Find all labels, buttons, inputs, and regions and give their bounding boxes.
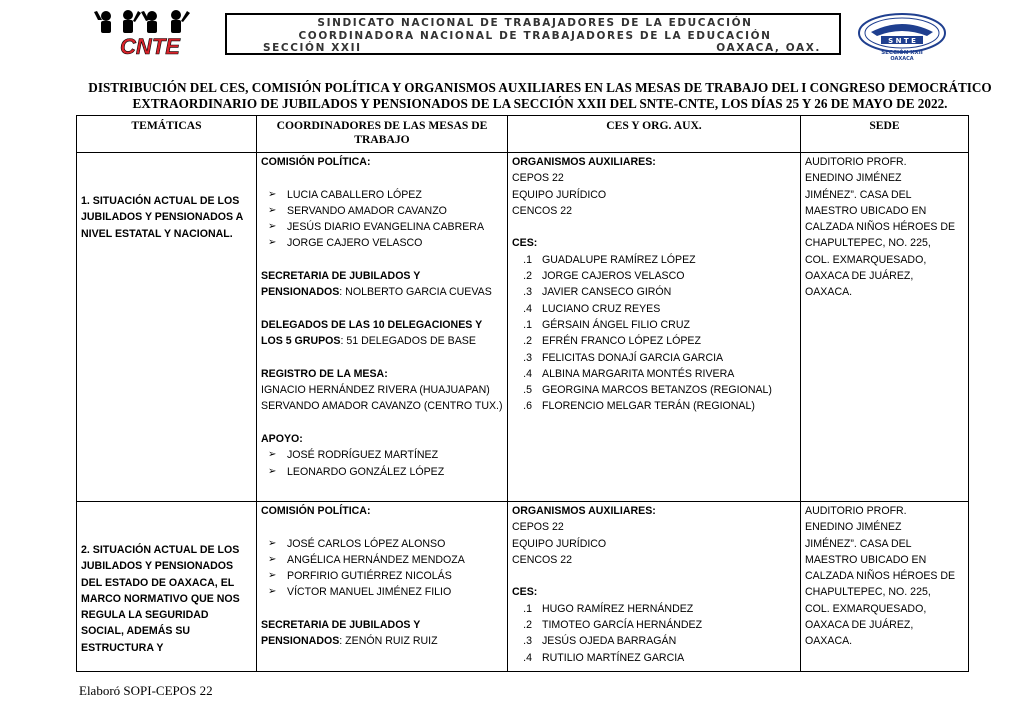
- org-item: EQUIPO JURÍDICO: [512, 537, 607, 550]
- table-row: [77, 502, 969, 672]
- sede-line: COL. EXMARQUESADO,: [805, 602, 927, 615]
- registro-item: SERVANDO AMADOR CAVANZO (CENTRO TUX.): [261, 400, 503, 413]
- list-item: 3. JAVIER CANSECO GIRÓN: [523, 286, 672, 299]
- politica-label: COMISIÓN POLÍTICA:: [261, 505, 371, 517]
- coordinators-cell: [257, 502, 508, 672]
- sede-line: AUDITORIO PROFR.: [805, 505, 907, 517]
- list-item: 1. GUADALUPE RAMÍREZ LÓPEZ: [523, 253, 696, 266]
- org-item: CEPOS 22: [512, 172, 564, 185]
- secretaria-value: : ZENÓN RUIZ RUIZ: [339, 635, 438, 648]
- secretaria-label: SECRETARIA DE JUBILADOS Y PENSIONADOS: [261, 619, 421, 648]
- sede-line: CHAPULTEPEC, NO. 225,: [805, 237, 931, 250]
- svg-text:SECCIÓN XXII: SECCIÓN XXII: [881, 50, 923, 56]
- sede-line: ENEDINO JIMÉNEZ: [805, 521, 902, 534]
- sede-line: MAESTRO UBICADO EN: [805, 553, 927, 566]
- table-header-row: [77, 116, 969, 153]
- sede-line: OAXACA DE JUÁREZ,: [805, 270, 914, 283]
- header-line-2: COORDINADORA NACIONAL DE TRABAJADORES DE LA EDUCACIÓN: [298, 29, 772, 42]
- list-item: ➢ VÍCTOR MANUEL JIMÉNEZ FILIO: [261, 584, 503, 600]
- politica-list: [261, 536, 503, 601]
- header-line-1: SINDICATO NACIONAL DE TRABAJADORES DE LA EDUCACIÓN: [317, 17, 753, 29]
- document-title: [60, 80, 1020, 112]
- delegados-label: DELEGADOS DE LAS 10 DELEGACIONES Y LOS 5 GRUPOS: [261, 318, 482, 348]
- list-item: ➢ JOSÉ RODRÍGUEZ MARTÍNEZ: [261, 447, 503, 463]
- apoyo-label: APOYO:: [261, 433, 303, 446]
- header-sede: SEDE: [801, 116, 969, 153]
- sede-line: CALZADA NIÑOS HÉROES DE: [805, 570, 956, 583]
- list-item: 3. JESÚS OJEDA BARRAGÁN: [523, 635, 677, 648]
- list-item: 2. EFRÉN FRANCO LÓPEZ LÓPEZ: [523, 335, 701, 348]
- theme-cell: 2. SITUACIÓN ACTUAL DE LOS JUBILADOS Y PENSIONADOS DEL ESTADO DE OAXACA, EL MARCO NORMATIVO QUE NOS REGULA LA SEGURIDAD SOCIAL, ADEMÁS SU ESTRUCTURA Y: [77, 502, 257, 672]
- coordinators-cell: [257, 153, 508, 502]
- header-banner: [225, 13, 841, 55]
- sede-line: ENEDINO JIMÉNEZ: [805, 172, 902, 185]
- header-tematicas: TEMÁTICAS: [77, 116, 257, 153]
- sede-line: CALZADA NIÑOS HÉROES DE: [805, 221, 956, 234]
- cnte-logo: [92, 8, 210, 58]
- registro-item: IGNACIO HERNÁNDEZ RIVERA (HUAJUAPAN): [261, 384, 490, 397]
- list-item: ➢ PORFIRIO GUTIÉRREZ NICOLÁS: [261, 568, 503, 584]
- ces-cell: [508, 502, 801, 672]
- delegados-value: : 51 DELEGADOS DE BASE: [340, 335, 476, 348]
- ces-list: [512, 252, 796, 415]
- distribution-table: [76, 115, 969, 672]
- header-ces: CES Y ORG. AUX.: [508, 116, 801, 153]
- svg-text:OAXACA: OAXACA: [890, 56, 914, 60]
- header-city: OAXACA, OAX.: [716, 42, 821, 54]
- ces-label: CES:: [512, 586, 538, 599]
- sede-line: JIMÉNEZ”. CASA DEL: [805, 188, 912, 201]
- sede-line: OAXACA.: [805, 286, 853, 299]
- list-item: 4. ALBINA MARGARITA MONTÉS RIVERA: [523, 367, 735, 380]
- snte-logo: [857, 12, 947, 60]
- list-item: 2. TIMOTEO GARCÍA HERNÁNDEZ: [523, 619, 703, 632]
- sede-line: AUDITORIO PROFR.: [805, 156, 907, 168]
- list-item: 1. HUGO RAMÍREZ HERNÁNDEZ: [523, 602, 694, 615]
- delegados-entry: [261, 317, 503, 350]
- ces-label: CES:: [512, 237, 538, 250]
- politica-label: COMISIÓN POLÍTICA:: [261, 156, 371, 168]
- list-item: ➢ JESÚS DIARIO EVANGELINA CABRERA: [261, 219, 503, 235]
- list-item: ➢ LUCIA CABALLERO LÓPEZ: [261, 187, 503, 203]
- secretaria-value: : NOLBERTO GARCIA CUEVAS: [339, 286, 492, 299]
- list-item: 1. GÉRSAIN ÁNGEL FILIO CRUZ: [523, 318, 690, 331]
- table-row: [77, 153, 969, 502]
- sede-cell: [801, 153, 969, 502]
- list-item: 2. JORGE CAJEROS VELASCO: [523, 270, 685, 283]
- header-section: SECCIÓN XXII: [263, 42, 362, 54]
- ces-list: [512, 601, 796, 666]
- list-item: ➢ SERVANDO AMADOR CAVANZO: [261, 203, 503, 219]
- apoyo-list: [261, 447, 503, 480]
- list-item: ➢ LEONARDO GONZÁLEZ LÓPEZ: [261, 464, 503, 480]
- list-item: 3. FELICITAS DONAJÍ GARCIA GARCIA: [523, 351, 724, 364]
- footer-credit: Elaboró SOPI-CEPOS 22: [79, 683, 213, 698]
- header-line-3: [237, 42, 833, 55]
- list-item: ➢ ANGÉLICA HERNÁNDEZ MENDOZA: [261, 552, 503, 568]
- title-line-2: EXTRAORDINARIO DE JUBILADOS Y PENSIONADOS DE LA SECCIÓN XXII DEL SNTE-CNTE, LOS DÍAS 25 Y 26 DE MAYO DE 2022.: [132, 96, 948, 111]
- sede-cell: [801, 502, 969, 672]
- sede-line: CHAPULTEPEC, NO. 225,: [805, 586, 931, 599]
- org-label: ORGANISMOS AUXILIARES:: [512, 156, 656, 168]
- secretaria-entry: [261, 617, 503, 650]
- sede-line: OAXACA.: [805, 635, 853, 648]
- org-item: CENCOS 22: [512, 204, 573, 217]
- org-item: CEPOS 22: [512, 521, 564, 534]
- ces-cell: [508, 153, 801, 502]
- svg-text:S N T E: S N T E: [888, 37, 916, 45]
- org-label: ORGANISMOS AUXILIARES:: [512, 505, 656, 517]
- theme-cell: 1. SITUACIÓN ACTUAL DE LOS JUBILADOS Y PENSIONADOS A NIVEL ESTATAL Y NACIONAL.: [77, 153, 257, 502]
- sede-line: JIMÉNEZ”. CASA DEL: [805, 537, 912, 550]
- secretaria-label: SECRETARIA DE JUBILADOS Y PENSIONADOS: [261, 270, 421, 299]
- org-item: CENCOS 22: [512, 553, 573, 566]
- org-item: EQUIPO JURÍDICO: [512, 188, 607, 201]
- list-item: 4. LUCIANO CRUZ REYES: [523, 302, 661, 315]
- list-item: 4. RUTILIO MARTÍNEZ GARCIA: [523, 651, 685, 664]
- list-item: ➢ JOSÉ CARLOS LÓPEZ ALONSO: [261, 536, 503, 552]
- list-item: ➢ JORGE CAJERO VELASCO: [261, 235, 503, 251]
- sede-line: OAXACA DE JUÁREZ,: [805, 619, 914, 632]
- list-item: 6. FLORENCIO MELGAR TERÁN (REGIONAL): [523, 400, 755, 413]
- sede-line: MAESTRO UBICADO EN: [805, 204, 927, 217]
- svg-text:CNTE: CNTE: [120, 34, 180, 58]
- header-coordinadores: COORDINADORES DE LAS MESAS DE TRABAJO: [257, 116, 508, 153]
- secretaria-entry: [261, 268, 503, 301]
- sede-line: COL. EXMARQUESADO,: [805, 253, 927, 266]
- title-line-1: DISTRIBUCIÓN DEL CES, COMISIÓN POLÍTICA Y ORGANISMOS AUXILIARES EN LAS MESAS DE TRABAJO DEL I CONGRESO DEMOCRÁTICO: [88, 80, 992, 95]
- list-item: 5. GEORGINA MARCOS BETANZOS (REGIONAL): [523, 384, 772, 397]
- politica-list: [261, 187, 503, 252]
- registro-label: REGISTRO DE LA MESA:: [261, 367, 388, 380]
